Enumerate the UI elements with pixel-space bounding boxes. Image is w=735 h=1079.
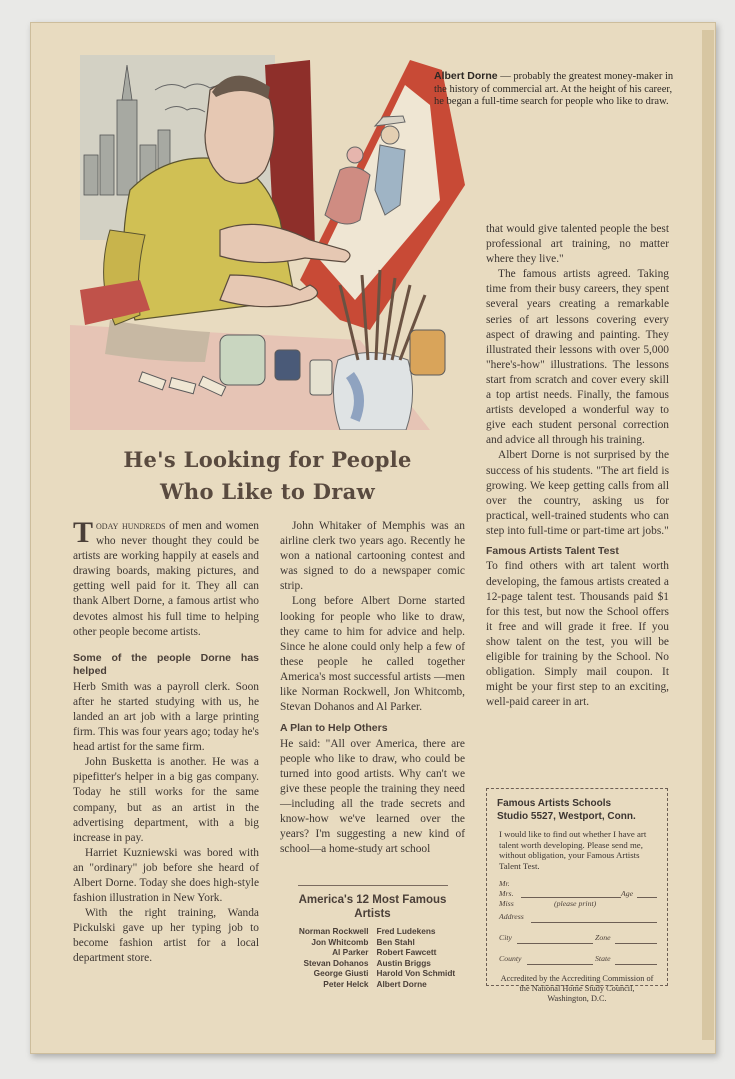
city-line[interactable] (517, 943, 593, 944)
coupon-city-field[interactable] (499, 933, 657, 945)
famous-artists-box (280, 885, 465, 990)
label-mr: Mr. (499, 879, 510, 888)
artist-illustration (70, 50, 465, 430)
caption-text: — probably the greatest money-maker in the history of commercial art. At the height of his career, he began a full-time search for people who like to draw. (434, 71, 674, 107)
artist-name: Albert Dorne (376, 978, 427, 989)
label-state: State (595, 954, 611, 963)
coupon-school: Famous Artists Schools (497, 798, 612, 809)
col3-paragraph-1: The famous artists agreed. Taking time from their busy careers, they spent several years creating a remarkable series of art lessons covering every aspect of drawing and painting. They illustrated their lessons with over 5,000 "here's-how" illustrations. The lessons start from scratch and cover every skill a top artist needs. Finally, the famous artists developed a wonderful way to give each student personal correction and advice all through his training. (486, 268, 669, 447)
label-address: Address (499, 912, 524, 921)
coupon-county-field[interactable] (499, 954, 657, 966)
col1-p1-rest: of men and women who never thought they could be artists are working happily at easels and drawing boards, making pictures, and getting well paid for it. They all can thank Albert Dorne, a famous artist who devotes almost his full time to helping other people become artists. (73, 520, 260, 638)
coupon-title-mr (499, 879, 657, 889)
page-edge (702, 30, 714, 1040)
col1-subheading: Some of the people Dorne has helped (73, 651, 259, 678)
age-line[interactable] (637, 897, 657, 898)
artist-name: Robert Fawcett (376, 947, 437, 958)
col2-paragraph-1: John Whitaker of Memphis was an airline clerk two years ago. Recently he won a national cartooning contest and was signed to do a newspaper comic strip. (280, 520, 465, 593)
coupon-title-mrs (499, 889, 657, 899)
col3-paragraph-0: that would give talented people the best professional art training, no matter where they live." (486, 223, 669, 266)
artists-list (280, 926, 465, 990)
column-3 (486, 222, 669, 710)
artist-name: Austin Briggs (376, 957, 431, 968)
artist-name: Jon Whitcomb (311, 936, 369, 947)
zone-line[interactable] (615, 943, 657, 944)
drop-cap: T (73, 516, 94, 549)
label-city: City (499, 933, 512, 942)
label-miss: Miss (499, 899, 514, 908)
label-please-print: (please print) (554, 899, 597, 908)
artist-name: Peter Helck (323, 978, 369, 989)
headline-line-1: He's Looking for People (123, 447, 412, 472)
address-line[interactable] (531, 922, 657, 923)
artist-name: Fred Ludekens (376, 926, 436, 936)
col2-paragraph-2: Long before Albert Dorne started looking for people who like to draw, they came to him for advice and help. Since he alone could only help a few of these people he called together America's most successful artists —men like Norman Rockwell, Jon Whitcomb, Stevan Dohanos and Al Parker. (280, 595, 465, 714)
column-1 (73, 516, 260, 967)
artist-name: Harold Von Schmidt (376, 968, 456, 979)
caption-name: Albert Dorne (434, 70, 498, 82)
artist-name: Stevan Dohanos (303, 957, 369, 968)
label-county: County (499, 954, 522, 963)
illustration-caption (434, 70, 684, 109)
column-2 (280, 519, 465, 857)
artist-name: Norman Rockwell (298, 926, 369, 936)
coupon-request-text: I would like to find out whether I have art talent worth developing. Please send me, without obligation, your Famous Artists Talent Test. (499, 829, 647, 871)
coupon-header (497, 797, 667, 823)
col3-paragraph-3: To find others with art talent worth developing, the famous artists created a 12-page talent test. Thousands paid $1 for this test, but now the School offers it free and will grade it free. If you show talent on the test, you will be eligible for training by the School. No obligation. Simply mail coupon. It might be your first step to an exciting, well-paid career in art. (486, 560, 669, 709)
col1-paragraph-1 (73, 516, 260, 640)
col3-paragraph-2: Albert Dorne is not surprised by the success of his students. "The art field is growing. We keep getting calls from all over the country, asking us for practical, well-trained students who can step into full-time or part-time art jobs." (486, 449, 669, 537)
mail-coupon[interactable] (486, 788, 668, 1003)
name-line[interactable] (521, 897, 621, 898)
col1-paragraph-5: With the right training, Wanda Pickulski gave up her typing job to become fashion artist for a local department store. (73, 907, 259, 965)
artist-name: Al Parker (332, 947, 369, 958)
col3-subheading: Famous Artists Talent Test (486, 544, 619, 557)
artists-title: America's 12 Most Famous Artists (298, 894, 447, 920)
artists-divider (298, 885, 448, 886)
label-zone: Zone (595, 933, 611, 942)
col1-paragraph-3: John Busketta is another. He was a pipefitter's helper in a big gas company. Today he still works for the same company, but as an artist in the advertising department, with a big increase in pay. (73, 756, 259, 844)
artist-name: George Giusti (313, 968, 369, 979)
artist-name: Ben Stahl (376, 936, 415, 947)
col1-lead-smallcaps: oday hundreds (96, 520, 166, 532)
headline (70, 444, 465, 508)
col1-paragraph-4: Harriet Kuzniewski was bored with an "ordinary" job before she heard of Albert Dorne. Today she does high-style fashion illustration in New York. (73, 846, 259, 905)
label-age: Age (621, 889, 634, 898)
coupon-title-miss (499, 899, 657, 909)
coupon-studio: Studio 5527, Westport, Conn. (497, 811, 636, 822)
col2-subheading: A Plan to Help Others (280, 722, 388, 735)
label-mrs: Mrs. (499, 889, 514, 898)
headline-line-2: Who Like to Draw (160, 479, 375, 504)
col2-paragraph-3: He said: "All over America, there are people who like to draw, who could be turned into good artists. Why can't we give these people the training they need—including all the trade secrets and know-how we've learned over the years? I'm suggesting a new kind of school—a home-study art school (280, 737, 465, 856)
accreditation-note: Accredited by the Accrediting Commission of the National Home Study Council, Washington, D.C. (500, 974, 654, 1003)
state-line[interactable] (615, 964, 657, 965)
coupon-address-field[interactable] (499, 912, 657, 924)
county-line[interactable] (527, 964, 593, 965)
col1-paragraph-2: Herb Smith was a payroll clerk. Soon after he started studying with us, he landed an art job with a large printing firm. This was four years ago; today he's head artist for the same firm. (73, 680, 259, 754)
